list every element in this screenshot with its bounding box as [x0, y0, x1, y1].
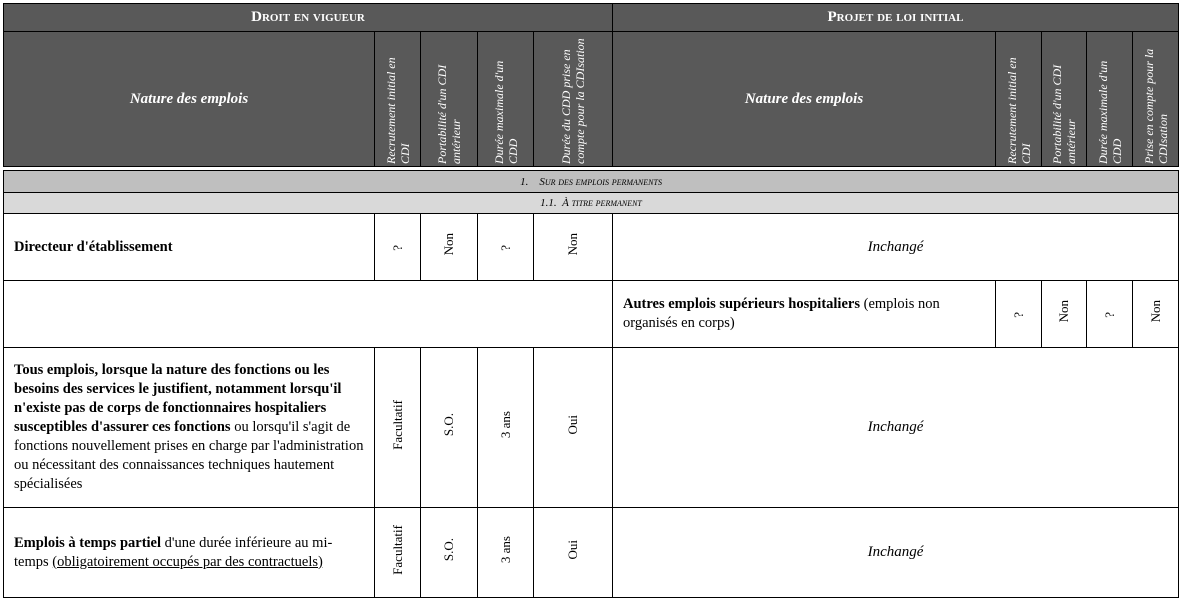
row4-nature-bold: Emplois à temps partiel — [14, 534, 162, 551]
row1-val-portabilite-text: Non — [441, 233, 456, 256]
row1-val-cdisation-text: Non — [565, 233, 580, 256]
table-row — [4, 214, 1179, 281]
row2-nature-bold: Autres emplois supérieurs hospitaliers — [623, 296, 860, 312]
row2-val-cdisation — [1133, 281, 1179, 348]
row1-val-recrutement — [375, 214, 421, 281]
row3-val-cdisation-text: Oui — [565, 415, 580, 435]
col-left-cdisation-label: Durée du CDD prise en compte pour la CDIsation — [559, 38, 587, 164]
col-right-duree — [1087, 32, 1133, 167]
row4-nature-underlined: (obligatoirement occupés par des contractuels) — [52, 553, 323, 570]
section-level2-row — [4, 193, 1179, 214]
row2-val-portabilite-text: Non — [1056, 300, 1071, 323]
table-row — [4, 348, 1179, 508]
comparison-table-container — [3, 3, 1178, 604]
row2-nature — [613, 281, 996, 348]
header-row — [4, 4, 1179, 32]
row4-val-portabilite-text: S.O. — [441, 538, 456, 562]
row3-val-duree-text: 3 ans — [497, 411, 513, 439]
row3-val-recrutement-text: Facultatif — [389, 400, 405, 450]
col-left-cdisation — [534, 32, 613, 167]
col-left-duree — [478, 32, 534, 167]
row4-val-recrutement — [375, 508, 421, 598]
col-right-cdisation — [1133, 32, 1179, 167]
col-right-portabilite — [1042, 32, 1087, 167]
col-right-recrutement — [996, 32, 1042, 167]
header-projet-de-loi: Projet de loi initial — [613, 4, 1179, 32]
col-left-recrutement-label: Recrutement initial en CDI — [383, 57, 412, 164]
comparison-table — [3, 3, 1179, 598]
row1-val-duree-text: ? — [497, 245, 513, 251]
row3-nature — [4, 348, 375, 508]
section-level1-row — [4, 171, 1179, 193]
header-droit-en-vigueur: Droit en vigueur — [4, 4, 613, 32]
row3-val-duree — [478, 348, 534, 508]
section-level1: 1. Sur des emplois permanents — [4, 171, 1179, 193]
row2-nature-rest: (emplois non organisés en corps) — [623, 296, 940, 331]
row3-nature-rest: ou lorsqu'il s'agit de fonctions nouvellement prises en charge par l'administration ou nécessitant des connaissances techniques hautement spécialisées — [14, 419, 364, 492]
col-right-cdisation-label: Prise en compte pour la CDIsation — [1141, 48, 1170, 164]
col-left-portabilite — [421, 32, 478, 167]
row1-val-recrutement-text: ? — [389, 245, 405, 251]
row3-nature-bold: Tous emplois, lorsque la nature des fonctions ou les besoins des services le justifient, notamment lorsqu'il n'existe pas de corps de fonctionnaires hospitaliers susceptibles d'assurer ces fonctions — [14, 362, 342, 435]
row1-nature-bold: Directeur d'établissement — [14, 238, 173, 255]
column-header-row — [4, 32, 1179, 167]
col-left-duree-label: Durée maximale d'un CDD — [491, 60, 520, 164]
col-left-portabilite-label: Portabilité d'un CDI antérieur — [435, 64, 463, 164]
row1-val-portabilite — [421, 214, 478, 281]
row4-val-duree — [478, 508, 534, 598]
row4-nature-rest: d'une durée inférieure au mi-temps — [14, 534, 333, 570]
col-right-duree-label: Durée maximale d'un CDD — [1095, 60, 1124, 164]
col-nature-right: Nature des emplois — [613, 32, 996, 167]
row2-val-duree-text: ? — [1101, 312, 1117, 318]
table-row — [4, 508, 1179, 598]
table-row — [4, 281, 1179, 348]
row4-val-portabilite — [421, 508, 478, 598]
col-right-recrutement-label: Recrutement initial en CDI — [1004, 57, 1033, 164]
row2-val-recrutement-text: ? — [1010, 312, 1026, 318]
row1-val-duree — [478, 214, 534, 281]
col-left-recrutement — [375, 32, 421, 167]
row2-val-cdisation-text: Non — [1147, 300, 1163, 323]
row2-val-duree — [1087, 281, 1133, 348]
row3-val-cdisation — [534, 348, 613, 508]
row2-val-portabilite — [1042, 281, 1087, 348]
row3-inchange: Inchangé — [613, 348, 1179, 508]
row4-val-cdisation-text: Oui — [565, 540, 580, 560]
row3-val-recrutement — [375, 348, 421, 508]
row4-val-duree-text: 3 ans — [497, 536, 513, 564]
row2-empty-left — [4, 281, 613, 348]
row3-val-portabilite — [421, 348, 478, 508]
row1-nature — [4, 214, 375, 281]
section-level2: 1.1. À titre permanent — [4, 193, 1179, 214]
row4-val-recrutement-text: Facultatif — [389, 525, 405, 575]
col-right-portabilite-label: Portabilité d'un CDI antérieur — [1050, 64, 1078, 164]
row4-nature — [4, 508, 375, 598]
row1-inchange: Inchangé — [613, 214, 1179, 281]
col-nature-left: Nature des emplois — [4, 32, 375, 167]
row4-inchange: Inchangé — [613, 508, 1179, 598]
row2-val-recrutement — [996, 281, 1042, 348]
row4-val-cdisation — [534, 508, 613, 598]
row3-val-portabilite-text: S.O. — [441, 413, 456, 437]
row1-val-cdisation — [534, 214, 613, 281]
